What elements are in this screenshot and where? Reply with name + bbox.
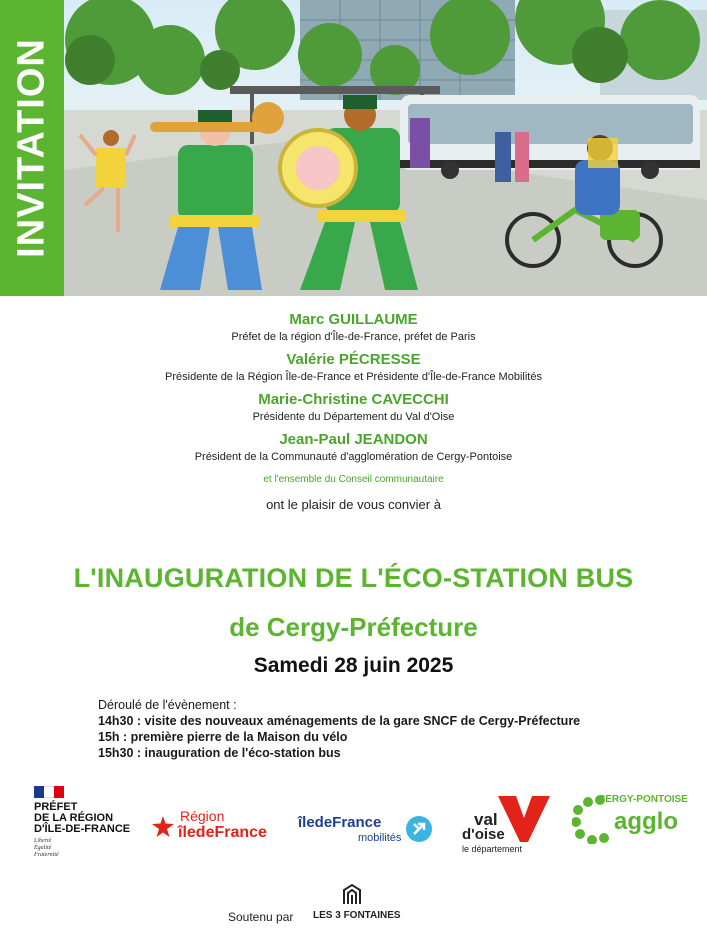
bus [400,95,700,179]
host-role: Préfet de la région d'Île-de-France, préfet de Paris [231,331,476,343]
region-name: îledeFrance [178,824,267,841]
motto-line: Liberté [34,838,52,844]
idfm-circle-icon [406,816,432,842]
region-idf-logo [152,806,287,846]
partner-logos [0,782,707,874]
valdoise-middle: d'oise [462,826,505,843]
host-name: Jean-Paul JEANDON [279,431,428,448]
street-scene [0,0,707,296]
hero-illustration [0,0,707,296]
arrows-icon [406,816,432,842]
program-heading: Déroulé de l'évènement : [98,698,237,712]
host-name: Valérie PÉCRESSE [286,351,421,368]
prefet-line: DE LA RÉGION [34,812,114,824]
french-flag-icon [34,786,64,798]
host-role: Présidente de la Région Île-de-France et Présidente d'Île-de-France Mobilités [165,371,542,383]
prefet-line: D'ÎLE-DE-FRANCE [34,823,131,835]
host-item [0,430,707,464]
region-label: Région [180,808,225,824]
council-line: et l'ensemble du Conseil communautaire [263,474,444,485]
motto-line: Égalité [34,845,52,851]
agglo-name: agglo [614,808,678,835]
host-item [0,350,707,384]
motto-line: Fraternité [34,852,59,858]
three-fountains-icon [340,882,364,906]
valdoise-top: val [474,810,498,829]
program-section [98,697,678,761]
event-date: Samedi 28 juin 2025 [253,654,454,677]
program-item: 15h30 : inauguration de l'éco-station bus [98,746,341,760]
valdoise-logo [460,796,555,856]
program-item: 14h30 : visite des nouveaux aménagements de la gare SNCF de Cergy-Préfecture [98,714,581,728]
idfm-name: îledeFrance [298,814,382,831]
v-shape-icon [498,796,550,842]
host-name: Marc GUILLAUME [289,311,418,328]
host-name: Marie-Christine CAVECCHI [258,391,449,408]
support-label: Soutenu par [228,910,294,924]
idfm-sub: mobilités [358,832,402,844]
host-role: Président de la Communauté d'agglomération de Cergy-Pontoise [194,451,513,463]
event-title: L'INAUGURATION DE L'ÉCO-STATION BUS [73,563,634,593]
bus-shelter-roof [230,86,440,94]
agglo-top: CERGY-PONTOISE [598,794,688,805]
host-role: Présidente du Département du Val d'Oise [252,411,455,423]
hosts-section [0,310,707,512]
prefet-line: PRÉFET [34,801,78,813]
event-subtitle: de Cergy-Préfecture [229,612,478,642]
partner-name: LES 3 FONTAINES [313,910,401,921]
prefet-logo [34,786,146,870]
invitation-label: INVITATION [10,38,53,258]
idfm-logo [298,814,438,850]
host-item [0,310,707,344]
star-icon [152,816,174,838]
program-item: 15h : première pierre de la Maison du vélo [98,730,348,744]
agglo-logo [572,792,694,848]
valdoise-bottom: le département [462,844,523,854]
host-item [0,390,707,424]
invite-line: ont le plaisir de vous convier à [266,497,441,512]
invitation-band [0,0,64,296]
support-section [0,882,707,932]
